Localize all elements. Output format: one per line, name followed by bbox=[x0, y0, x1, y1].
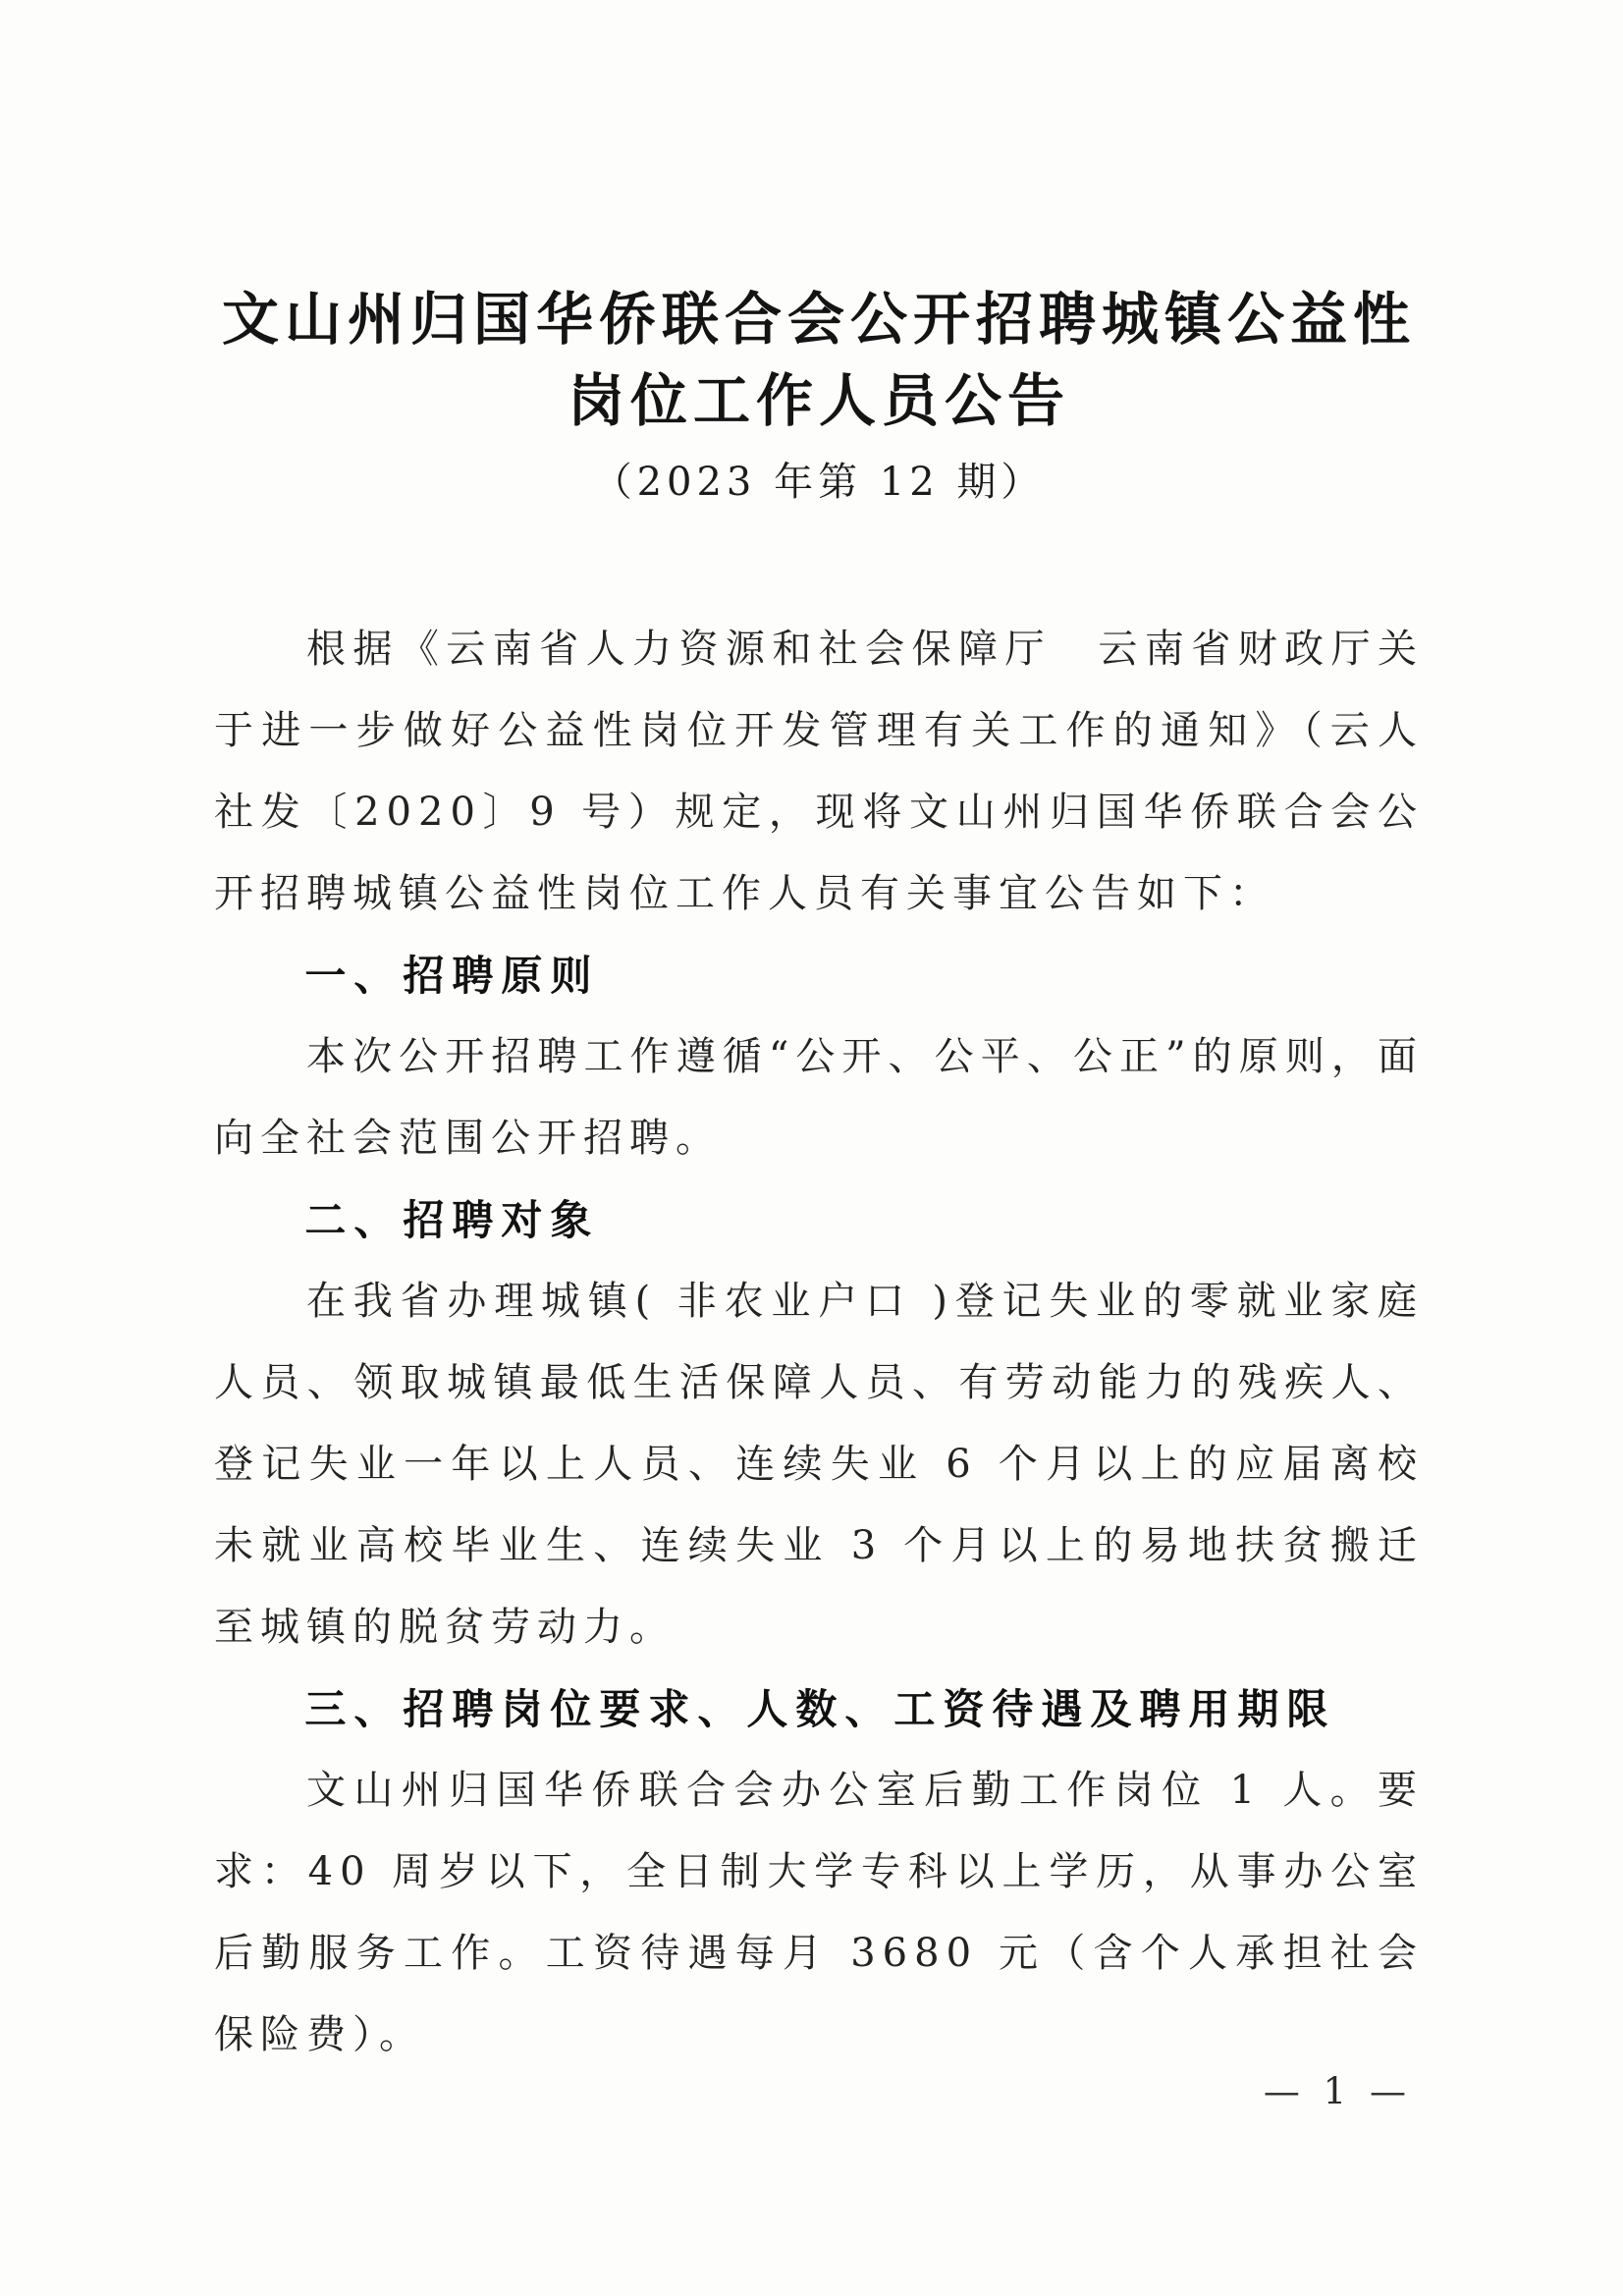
section-3-body: 文山州归国华侨联合会办公室后勤工作岗位 1 人。要求：40 周岁以下，全日制大学专科以上学历，从事办公室后勤服务工作。工资待遇每月 3680 元（含个人承担社会保险费）。 bbox=[214, 1768, 1424, 2057]
title-line-2: 岗位工作人员公告 bbox=[567, 367, 1070, 434]
section-1-body: 本次公开招聘工作遵循“公开、公平、公正”的原则，面向全社会范围公开招聘。 bbox=[214, 1034, 1424, 1161]
document-body bbox=[214, 609, 1424, 2076]
intro-paragraph: 根据《云南省人力资源和社会保障厅 云南省财政厅关于进一步做好公益性岗位开发管理有关工作的通知》（云人社发〔2020〕9 号）规定，现将文山州归国华侨联合会公开招聘城镇公益性岗位工作人员有关事宜公告如下： bbox=[214, 627, 1424, 916]
section-3-heading: 三、招聘岗位要求、人数、工资待遇及聘用期限 bbox=[304, 1685, 1336, 1733]
section-1-heading: 一、招聘原则 bbox=[304, 952, 600, 1000]
section-2-heading: 二、招聘对象 bbox=[304, 1196, 600, 1244]
page-number: — 1 — bbox=[1263, 2070, 1412, 2112]
title-line-1: 文山州归国华侨联合会公开招聘城镇公益性 bbox=[221, 286, 1416, 353]
issue-number: （2023 年第 12 期） bbox=[592, 460, 1046, 505]
section-2-body: 在我省办理城镇( 非农业户口 )登记失业的零就业家庭人员、领取城镇最低生活保障人员、有劳动能力的残疾人、登记失业一年以上人员、连续失业 6 个月以上的应届离校未就业高校毕业生、连续失业 3 个月以上的易地扶贫搬迁至城镇的脱贫劳动力。 bbox=[214, 1279, 1424, 1650]
document-title bbox=[214, 279, 1424, 442]
